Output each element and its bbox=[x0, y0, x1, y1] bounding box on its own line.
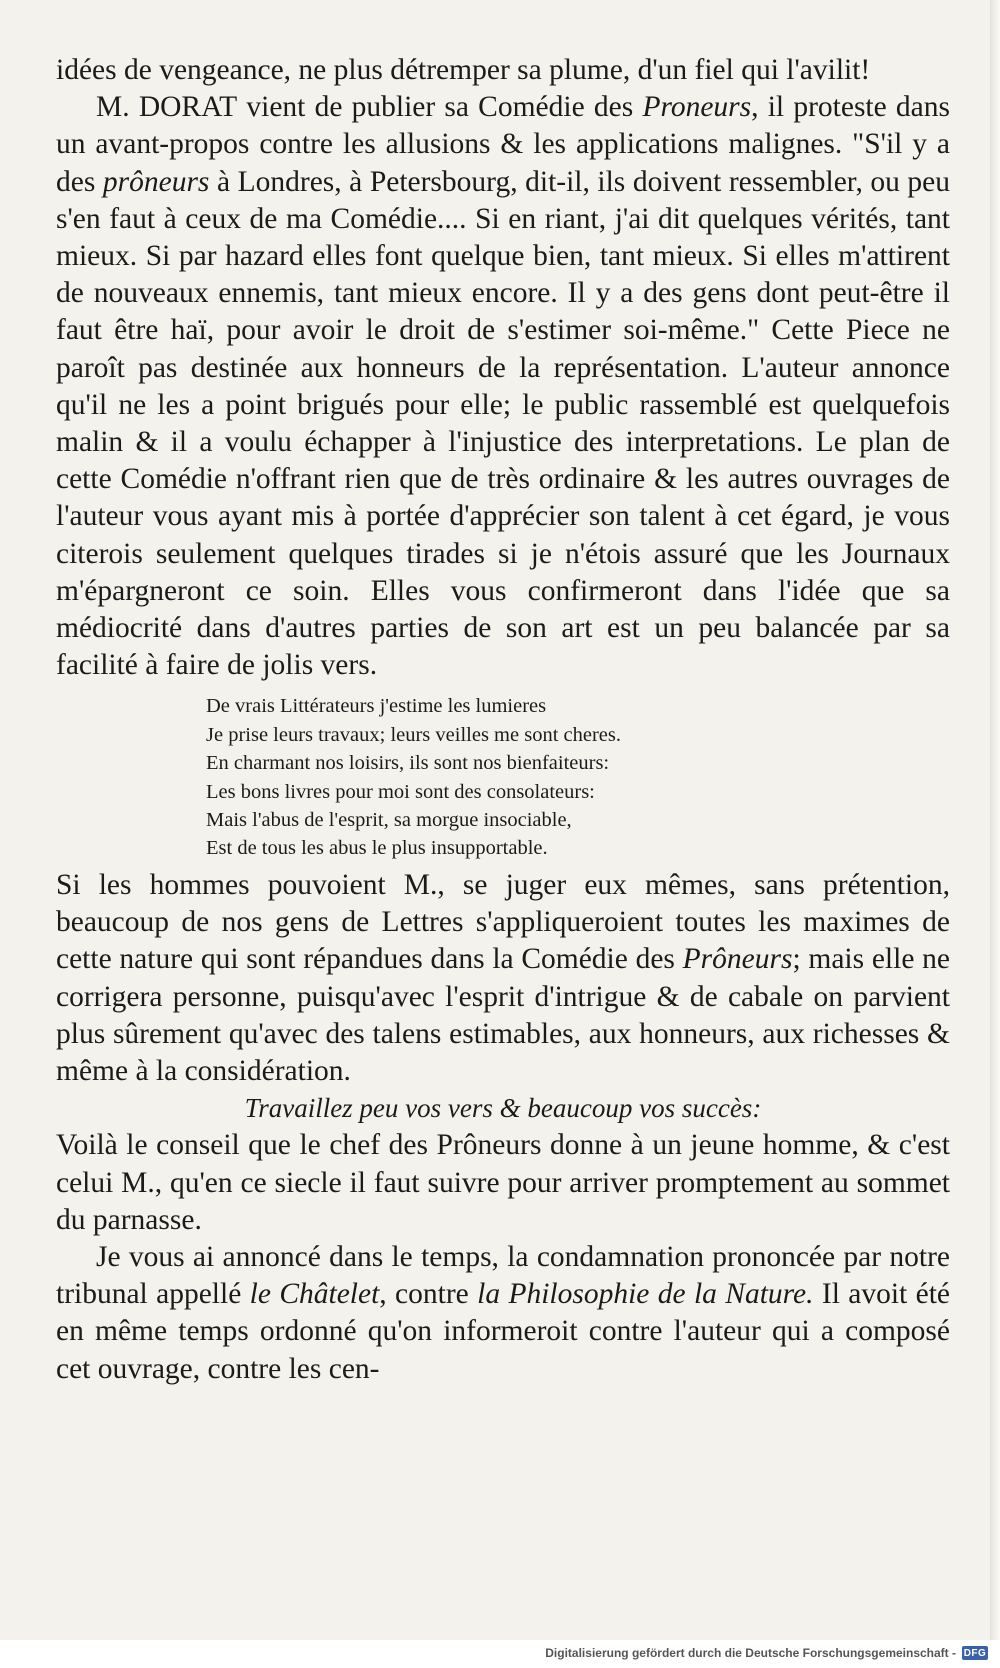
verse-line: De vrais Littérateurs j'estime les lumieres bbox=[206, 695, 547, 718]
book-title: la Philosophie de la Nature. bbox=[477, 1278, 814, 1311]
paragraph-2 bbox=[56, 89, 950, 684]
digitization-footer bbox=[545, 1642, 988, 1664]
play-title: Proneurs bbox=[642, 91, 752, 124]
play-title-3: Prôneurs bbox=[682, 943, 793, 976]
quoted-line: Travaillez peu vos vers & beaucoup vos succès: bbox=[244, 1093, 762, 1124]
paragraph-2-text-c: à Londres, à Petersbourg, dit-il, ils doivent ressembler, ou peu s'en faut à ceux de ma Comédie.... Si en riant, j'ai dit quelques vérités, tant mieux. Si par hazard elles font quelque bien, tant mieux. Si elles m'attirent de nouveaux ennemis, tant mieux encore. Il y a des gens dont peut-être il faut être haï, pour avoir le droit de s'estimer soi-même." Cette Piece ne paroît pas destinée aux honneurs de la représentation. L'auteur annonce qu'il ne les a point brigués pour elle; le public rassemblé est quelquefois malin & il a voulu échapper à l'injustice des interpretations. Le plan de cette Comédie n'offrant rien que de très ordinaire & les autres ouvrages de l'auteur vous ayant mis à portée d'apprécier son talent à cet égard, je vous citerois seulement quelques tirades si je n'étois assuré que les Journaux m'épargneront ce soin. Elles vous confirmeront dans l'idée que sa médiocrité dans d'autres parties de son art est un peu balancée par sa facilité à faire de jolis vers. bbox=[56, 165, 950, 682]
paragraph-5-text-c: Il avoit été en même temps ordonné qu'on informeroit contre l'auteur qui a composé cet ouvrage, contre les cen- bbox=[56, 1278, 950, 1385]
paragraph-3-text-a: Si les hommes pouvoient M., se juger eux mêmes, sans prétention, beaucoup de nos gens de Lettres s'appliqueroient toutes les maximes de cette nature qui sont répandues dans la Comédie des bbox=[56, 868, 950, 976]
paragraph-4: Voilà le conseil que le chef des Prôneurs donne à un jeune homme, & c'est celui M., qu'en ce siecle il faut suivre pour arriver promptement au sommet du parnasse. bbox=[56, 1129, 950, 1236]
paragraph-2-lead: M. bbox=[96, 91, 139, 124]
page-text bbox=[56, 52, 950, 1388]
page-edge bbox=[990, 0, 1000, 1640]
verse-line: En charmant nos loisirs, ils sont nos bienfaiteurs: bbox=[206, 752, 610, 775]
court-name: le Châtelet bbox=[249, 1278, 380, 1311]
play-title-2: prôneurs bbox=[102, 165, 210, 198]
paragraph-3 bbox=[56, 867, 950, 1090]
paragraph-5 bbox=[56, 1239, 950, 1388]
verse-line: Les bons livres pour moi sont des consolateurs: bbox=[206, 780, 595, 803]
paragraph-2-text-a: vient de publier sa Comédie des bbox=[237, 91, 643, 124]
author-name: DORAT bbox=[138, 91, 238, 124]
paragraph-5-text-b: , contre bbox=[379, 1278, 478, 1311]
dfg-logo: DFG bbox=[963, 1647, 987, 1659]
paragraph-5-text-a: Je vous ai annoncé dans le temps, la condamnation prononcée par notre tribunal appellé bbox=[56, 1240, 950, 1311]
paragraph-3-text-b: ; mais elle ne corrigera personne, puisqu'avec l'esprit d'intrigue & de cabale on parvient plus sûrement qu'avec des talens estimables, aux honneurs, aux richesses & même à la considération. bbox=[56, 943, 950, 1087]
verse-quotation bbox=[206, 692, 950, 862]
verse-line: Je prise leurs travaux; leurs veilles me sont cheres. bbox=[206, 723, 621, 746]
paragraph-1: idées de vengeance, ne plus détremper sa plume, d'un fiel qui l'avilit! bbox=[56, 54, 871, 86]
verse-line: Mais l'abus de l'esprit, sa morgue insociable, bbox=[206, 809, 572, 832]
paragraph-2-text-b: , il proteste dans un avant-propos contre les allusions & les applications malignes. "S'il y a des bbox=[56, 91, 951, 198]
funding-credit: Digitalisierung gefördert durch die Deutsche Forschungsgemeinschaft - bbox=[545, 1646, 956, 1660]
verse-line: Est de tous les abus le plus insupportable. bbox=[206, 837, 548, 860]
